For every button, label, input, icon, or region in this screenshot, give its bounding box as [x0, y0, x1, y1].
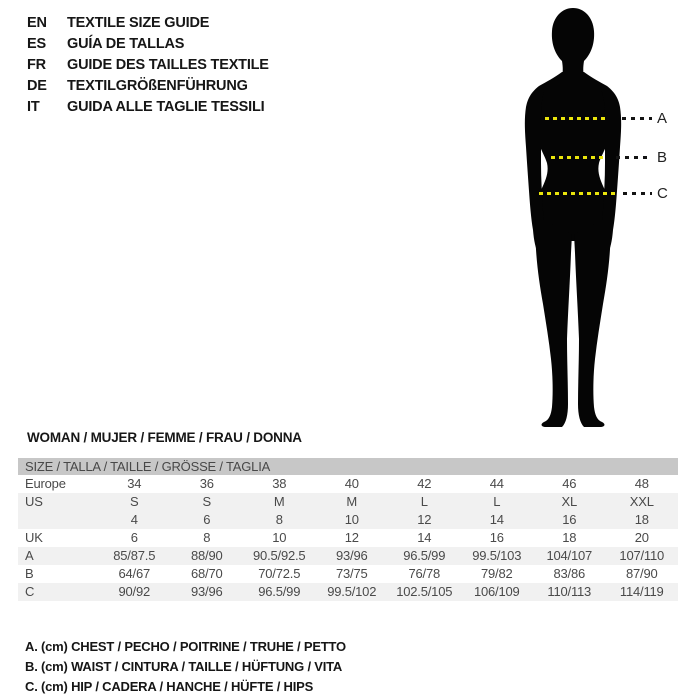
size-value: 38 [272, 476, 287, 491]
table-row [18, 475, 678, 493]
size-value: 90/92 [118, 584, 151, 599]
size-value: 85/87.5 [113, 548, 156, 563]
row-label: UK [25, 530, 43, 545]
size-value: 76/78 [408, 566, 441, 581]
size-value: 93/96 [335, 548, 368, 563]
size-value: 18 [562, 530, 577, 545]
table-row [18, 493, 678, 511]
silhouette-left-leg [535, 216, 572, 427]
size-value: L [420, 494, 428, 509]
row-label: Europe [25, 476, 66, 491]
row-label: C [25, 584, 35, 599]
measure-label-c: C [657, 185, 668, 202]
size-value: 42 [417, 476, 432, 491]
language-label: TEXTILGRÖßENFÜHRUNG [67, 78, 248, 94]
size-value: 46 [562, 476, 577, 491]
size-value: 106/109 [473, 584, 520, 599]
size-value: 6 [130, 530, 138, 545]
woman-silhouette [488, 6, 658, 431]
table-row [18, 583, 678, 601]
language-label: TEXTILE SIZE GUIDE [67, 15, 210, 31]
size-value: 114/119 [619, 584, 664, 599]
size-value: 79/82 [480, 566, 513, 581]
size-value: 10 [272, 530, 287, 545]
size-value: M [273, 494, 285, 509]
hip-connector-dash [623, 192, 652, 195]
language-code: FR [27, 57, 46, 73]
size-value: 8 [275, 512, 283, 527]
silhouette-right-leg [574, 216, 611, 427]
size-value: 99.5/102 [327, 584, 377, 599]
size-value: 10 [344, 512, 359, 527]
size-value: 40 [344, 476, 359, 491]
table-row [18, 547, 678, 565]
footnote-hip: C. (cm) HIP / CADERA / HANCHE / HÜFTE / HIPS [25, 679, 314, 694]
size-table-body [18, 475, 678, 601]
size-value: 4 [130, 512, 138, 527]
chest-connector-dash [622, 117, 652, 120]
size-value: 16 [489, 530, 504, 545]
table-row [18, 511, 678, 529]
size-value: 104/107 [546, 548, 593, 563]
size-value: 14 [489, 512, 504, 527]
table-row [18, 565, 678, 583]
size-value: 88/90 [190, 548, 223, 563]
chest-line-dash [545, 117, 608, 120]
row-label: B [25, 566, 34, 581]
size-table-header: SIZE / TALLA / TAILLE / GRÖSSE / TAGLIA [18, 458, 678, 475]
size-value: 18 [634, 512, 649, 527]
table-row [18, 529, 678, 547]
language-label: GUÍA DE TALLAS [67, 36, 185, 52]
section-title: WOMAN / MUJER / FEMME / FRAU / DONNA [27, 430, 302, 445]
size-value: 44 [489, 476, 504, 491]
size-value: 110/113 [547, 584, 592, 599]
language-code: EN [27, 15, 47, 31]
size-value: 36 [199, 476, 214, 491]
size-value: 68/70 [190, 566, 223, 581]
row-label [18, 511, 98, 529]
size-value: 87/90 [625, 566, 658, 581]
size-value: S [202, 494, 211, 509]
row-label: US [25, 494, 43, 509]
footnote-waist: B. (cm) WAIST / CINTURA / TAILLE / HÜFTUNG / VITA [25, 659, 343, 674]
silhouette-head-neck [552, 8, 594, 76]
size-value: 96.5/99 [258, 584, 301, 599]
measure-label-b: B [657, 149, 668, 166]
size-value: XL [561, 494, 577, 509]
footnotes [25, 637, 346, 697]
size-value: 34 [127, 476, 142, 491]
size-value: XXL [629, 494, 654, 509]
footnote-chest: A. (cm) CHEST / PECHO / POITRINE / TRUHE / PETTO [25, 639, 346, 654]
size-value: L [493, 494, 501, 509]
size-value: 6 [203, 512, 211, 527]
size-value: 14 [417, 530, 432, 545]
size-value: 73/75 [335, 566, 368, 581]
size-value: 93/96 [190, 584, 223, 599]
size-value: S [130, 494, 139, 509]
size-value: 99.5/103 [472, 548, 522, 563]
size-value: M [346, 494, 358, 509]
row-label: A [25, 548, 34, 563]
size-value: 12 [344, 530, 359, 545]
measure-label-a: A [657, 110, 668, 127]
waist-connector-dash [616, 156, 652, 159]
size-table [18, 458, 678, 601]
language-label: GUIDE DES TAILLES TEXTILE [67, 57, 269, 73]
hip-line-dash [539, 192, 617, 195]
size-value: 48 [634, 476, 649, 491]
size-value: 12 [417, 512, 432, 527]
size-value: 20 [634, 530, 649, 545]
size-value: 64/67 [118, 566, 151, 581]
waist-line-dash [551, 156, 607, 159]
size-value: 90.5/92.5 [253, 548, 306, 563]
size-value: 16 [562, 512, 577, 527]
language-code: IT [27, 99, 40, 115]
size-value: 107/110 [619, 548, 665, 563]
language-code: DE [27, 78, 47, 94]
size-value: 96.5/99 [403, 548, 446, 563]
size-value: 70/72.5 [258, 566, 301, 581]
size-value: 83/86 [553, 566, 586, 581]
language-label: GUIDA ALLE TAGLIE TESSILI [67, 99, 265, 115]
size-value: 8 [203, 530, 211, 545]
size-value: 102.5/105 [396, 584, 453, 599]
language-code: ES [27, 36, 46, 52]
